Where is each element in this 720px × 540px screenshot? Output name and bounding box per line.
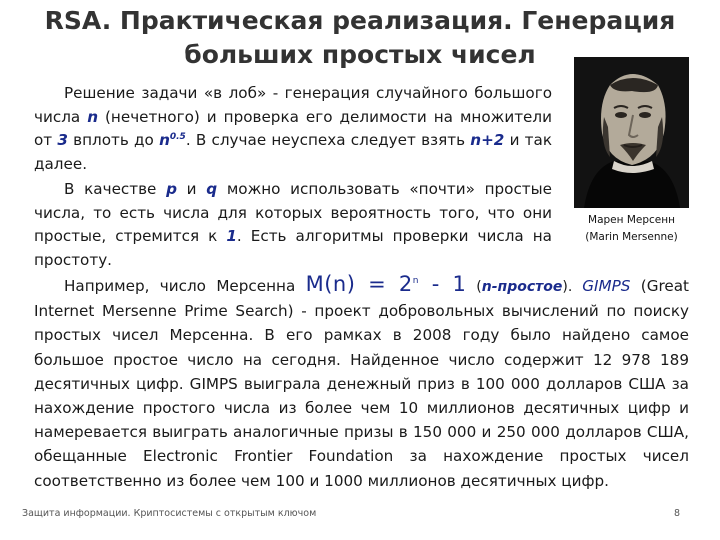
p2-text-3: можно использовать «почти» простые числа, то есть числа для которых вероятность того, что они простые, стремится к bbox=[34, 180, 552, 246]
p3-text-1: Например, число Мерсенна bbox=[64, 277, 306, 295]
p3-text-4: (Great Internet Mersenne Prime Search) - проект добровольных вычислений по поиску простых чисел Мерсенна. В его рамках в 2008 году было найдено самое большое простое число на сегодня. Найденное число содержит 12 978 189 десятичных цифр. GIMPS выиграла денежный приз в 100 000 долларов США за нахождение простого числа из более чем 10 миллионов десятичных цифр и намеревается выиграть аналогичные призы в 150 000 и 250 000 долларов США, обещанные Electronic Frontier Foundation за нахождение простых чисел соответственно из более чем 100 и 1000 миллионов десятичных цифр. bbox=[34, 277, 689, 490]
var-p: p bbox=[166, 180, 177, 198]
paragraph-pseudoprimes bbox=[34, 178, 552, 272]
p3-text-2: ( bbox=[466, 279, 482, 295]
p2-text-1: В качестве bbox=[64, 180, 167, 198]
p1-text-2: (нечетного) и проверка его делимости на множители от bbox=[34, 107, 552, 150]
p1-text-5: и так далее. bbox=[34, 131, 553, 173]
number-one: 1 bbox=[226, 227, 237, 246]
paragraph-mersenne bbox=[34, 272, 689, 493]
p2-text-4: . Есть алгоритмы проверки числа на простоту. bbox=[34, 227, 552, 269]
var-q: q bbox=[206, 180, 218, 198]
var-n-power: $n^{0.5}$ bbox=[159, 131, 186, 150]
page-number: 8 bbox=[673, 508, 680, 519]
mersenne-portrait bbox=[574, 57, 689, 208]
paragraph-brute-force bbox=[34, 82, 552, 176]
number-three: 3 bbox=[57, 131, 68, 150]
p1-text-1: Решение задачи «в лоб» - генерация случайного большого числа bbox=[34, 84, 552, 126]
slide-title-line2: больших простых чисел bbox=[184, 40, 536, 69]
p1-text-3: вплоть до bbox=[67, 131, 160, 150]
mersenne-formula: $M(n) = 2^n - 1$ bbox=[305, 272, 467, 296]
var-n: n bbox=[87, 107, 99, 126]
caption-name-ru: Марен Мерсенн bbox=[588, 214, 675, 226]
portrait-image bbox=[574, 57, 689, 208]
gimps-label: GIMPS bbox=[582, 277, 631, 295]
p1-text-4: . В случае неуспеха следует взять bbox=[185, 131, 471, 150]
var-n-plus-2: n+2 bbox=[470, 131, 505, 150]
note-n-prime: n-простое bbox=[481, 279, 563, 295]
p2-text-2: и bbox=[176, 180, 207, 198]
exponent-half: 0.5 bbox=[169, 132, 186, 143]
slide-title-line1: RSA. Практическая реализация. Генерация bbox=[44, 6, 676, 35]
caption-name-latin: (Marin Mersenne) bbox=[585, 231, 678, 243]
portrait-caption bbox=[574, 212, 689, 246]
slide-footer: Защита информации. Криптосистемы с открытым ключом bbox=[22, 508, 317, 519]
formula-exponent: n bbox=[412, 276, 419, 286]
p3-text-3: ). bbox=[562, 279, 583, 295]
